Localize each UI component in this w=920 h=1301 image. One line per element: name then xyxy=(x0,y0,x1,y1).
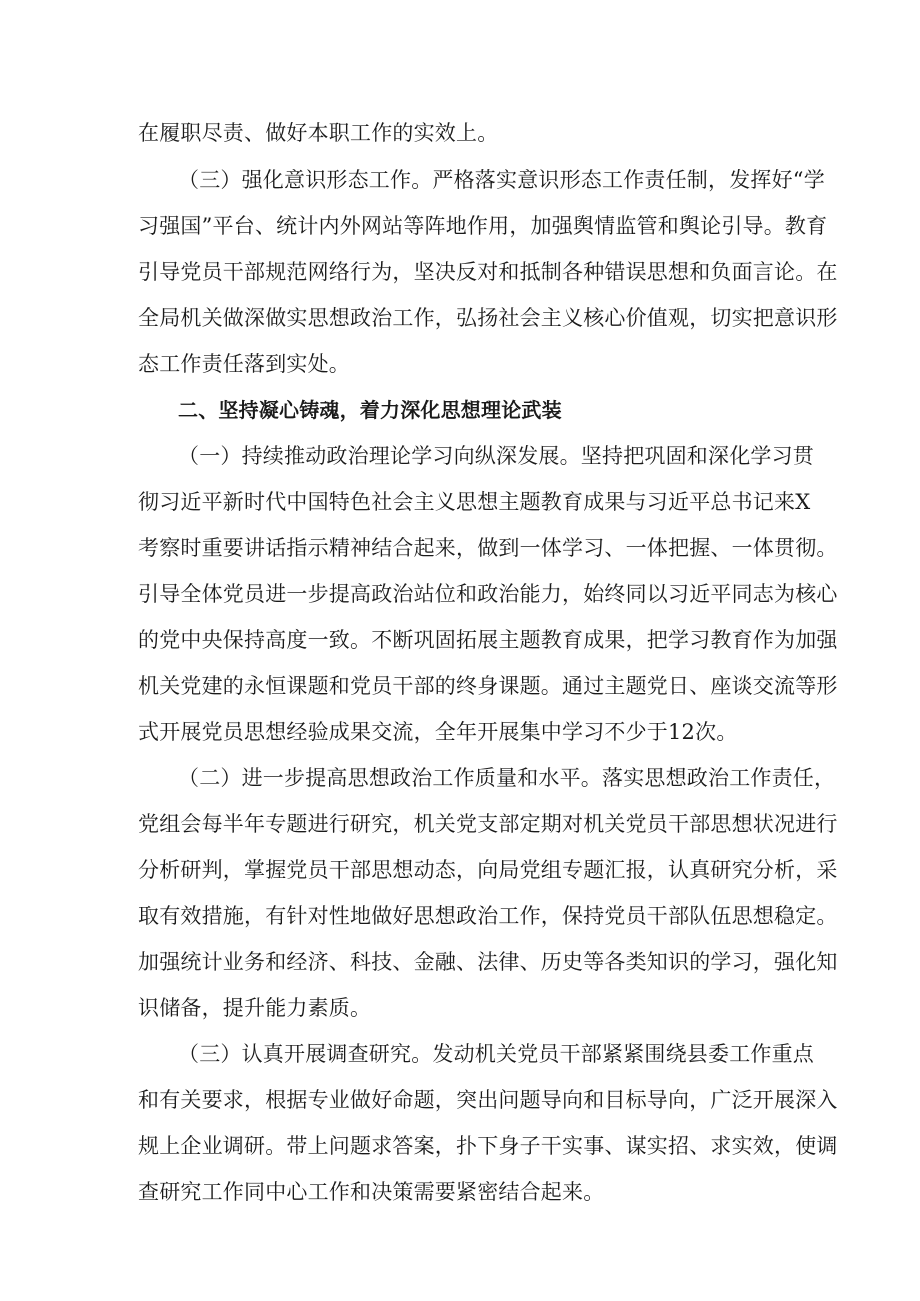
text-line: 引导全体党员进一步提高政治站位和政治能力，始终同以习近平同志为核心 xyxy=(138,582,838,606)
text-line: 分析研判，掌握党员干部思想动态，向局党组专题汇报，认真研究分析，采 xyxy=(138,858,838,882)
text-line: （二）进一步提高思想政治工作质量和水平。落实思想政治工作责任， xyxy=(178,766,836,790)
text-line: 识储备，提升能力素质。 xyxy=(138,996,372,1020)
text-line: 全局机关做深做实思想政治工作，弘扬社会主义核心价值观，切实把意识形 xyxy=(138,306,838,330)
text-line: （三）强化意识形态工作。严格落实意识形态工作责任制，发挥好“学 xyxy=(178,168,825,192)
text-line: 加强统计业务和经济、科技、金融、法律、历史等各类知识的学习，强化知 xyxy=(138,950,838,974)
text-line: 规上企业调研。带上问题求答案，扑下身子干实事、谋实招、求实效，使调 xyxy=(138,1134,838,1158)
text-line: 引导党员干部规范网络行为，坚决反对和抵制各种错误思想和负面言论。在 xyxy=(138,260,838,284)
text-line: 取有效措施，有针对性地做好思想政治工作，保持党员干部队伍思想稳定。 xyxy=(138,904,838,928)
section-heading: 二、坚持凝心铸魂，着力深化思想理论武装 xyxy=(178,398,562,422)
text-line: 查研究工作同中心工作和决策需要紧密结合起来。 xyxy=(138,1180,605,1204)
text-line: 的党中央保持高度一致。不断巩固拓展主题教育成果，把学习教育作为加强 xyxy=(138,628,838,652)
text-line: （一）持续推动政治理论学习向纵深发展。坚持把巩固和深化学习贯 xyxy=(178,444,814,468)
text-line: 习强国”平台、统计内外网站等阵地作用，加强舆情监管和舆论引导。教育 xyxy=(138,214,828,238)
text-line: 党组会每半年专题进行研究，机关党支部定期对机关党员干部思想状况进行 xyxy=(138,812,838,836)
text-line: 和有关要求，根据专业做好命题，突出问题导向和目标导向，广泛开展深入 xyxy=(138,1088,838,1112)
text-line: 彻习近平新时代中国特色社会主义思想主题教育成果与习近平总书记来X xyxy=(138,490,811,514)
text-line: 态工作责任落到实处。 xyxy=(138,352,350,376)
text-line: 在履职尽责、做好本职工作的实效上。 xyxy=(138,121,499,145)
text-line: 机关党建的永恒课题和党员干部的终身课题。通过主题党日、座谈交流等形 xyxy=(138,674,838,698)
text-line: （三）认真开展调查研究。发动机关党员干部紧紧围绕县委工作重点 xyxy=(178,1042,814,1066)
text-line: 式开展党员思想经验成果交流，全年开展集中学习不少于12次。 xyxy=(138,720,738,744)
text-line: 考察时重要讲话指示精神结合起来，做到一体学习、一体把握、一体贯彻。 xyxy=(138,536,838,560)
